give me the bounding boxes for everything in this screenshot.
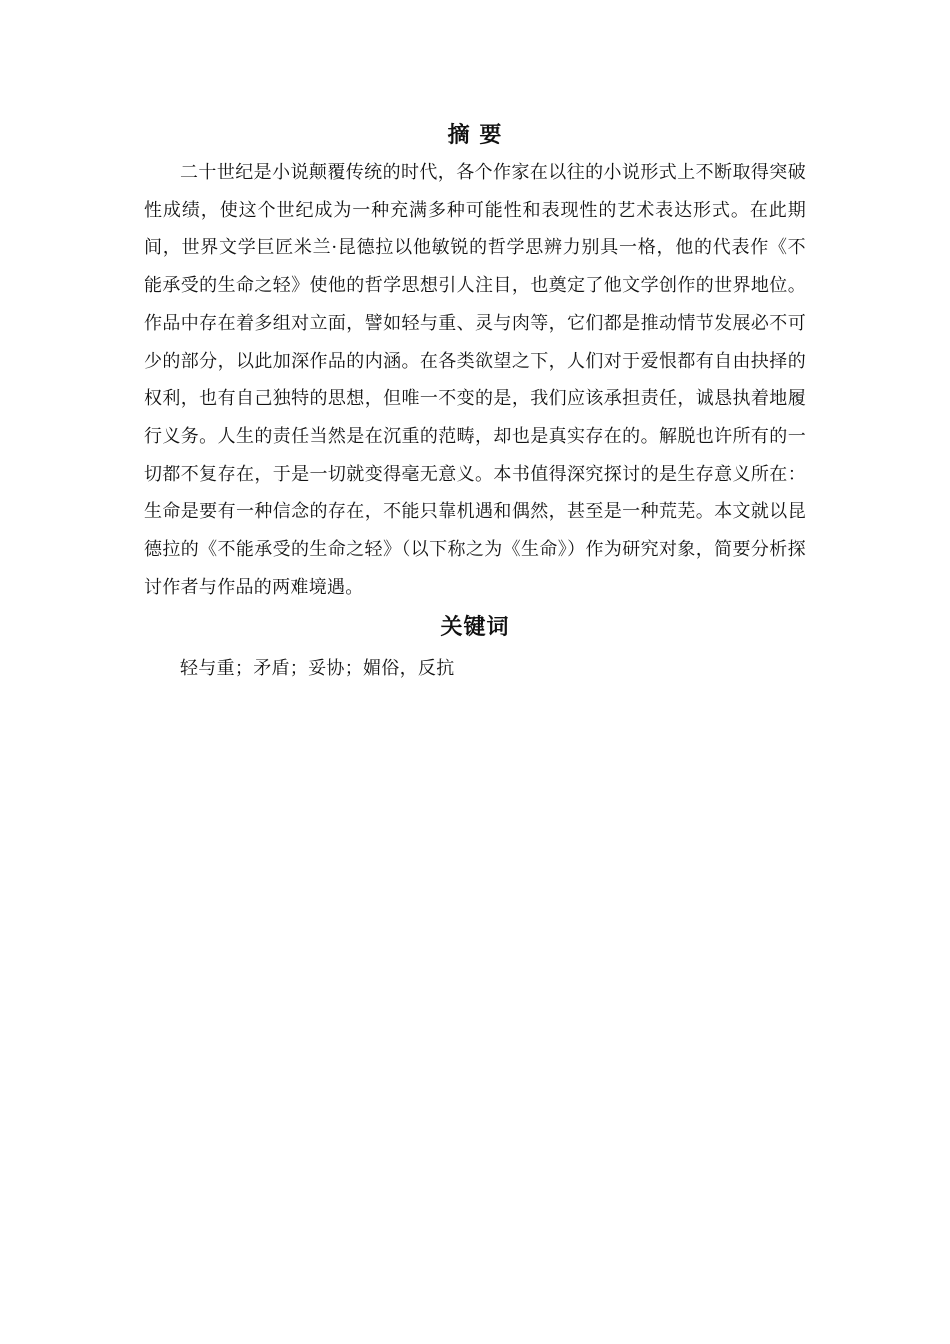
document-content — [144, 118, 806, 687]
abstract-body: 二十世纪是小说颠覆传统的时代，各个作家在以往的小说形式上不断取得突破性成绩，使这个世纪成为一种充满多种可能性和表现性的艺术表达形式。在此期间，世界文学巨匠米兰·昆德拉以他敏锐的哲学思辨力别具一格，他的代表作《不能承受的生命之轻》使他的哲学思想引人注目，也奠定了他文学创作的世界地位。作品中存在着多组对立面，譬如轻与重、灵与肉等，它们都是推动情节发展必不可少的部分，以此加深作品的内涵。在各类欲望之下，人们对于爱恨都有自由抉择的权利，也有自己独特的思想，但唯一不变的是，我们应该承担责任，诚恳执着地履行义务。人生的责任当然是在沉重的范畴，却也是真实存在的。解脱也许所有的一切都不复存在，于是一切就变得毫无意义。本书值得深究探讨的是生存意义所在：生命是要有一种信念的存在，不能只靠机遇和偶然，甚至是一种荒芜。本文就以昆德拉的《不能承受的生命之轻》（以下称之为《生命》）作为研究对象，简要分析探讨作者与作品的两难境遇。 — [144, 162, 806, 598]
abstract-heading: 摘 要 — [447, 123, 503, 148]
keywords-body: 轻与重；矛盾；妥协；媚俗，反抗 — [180, 658, 455, 680]
keywords-heading: 关键词 — [440, 615, 510, 641]
